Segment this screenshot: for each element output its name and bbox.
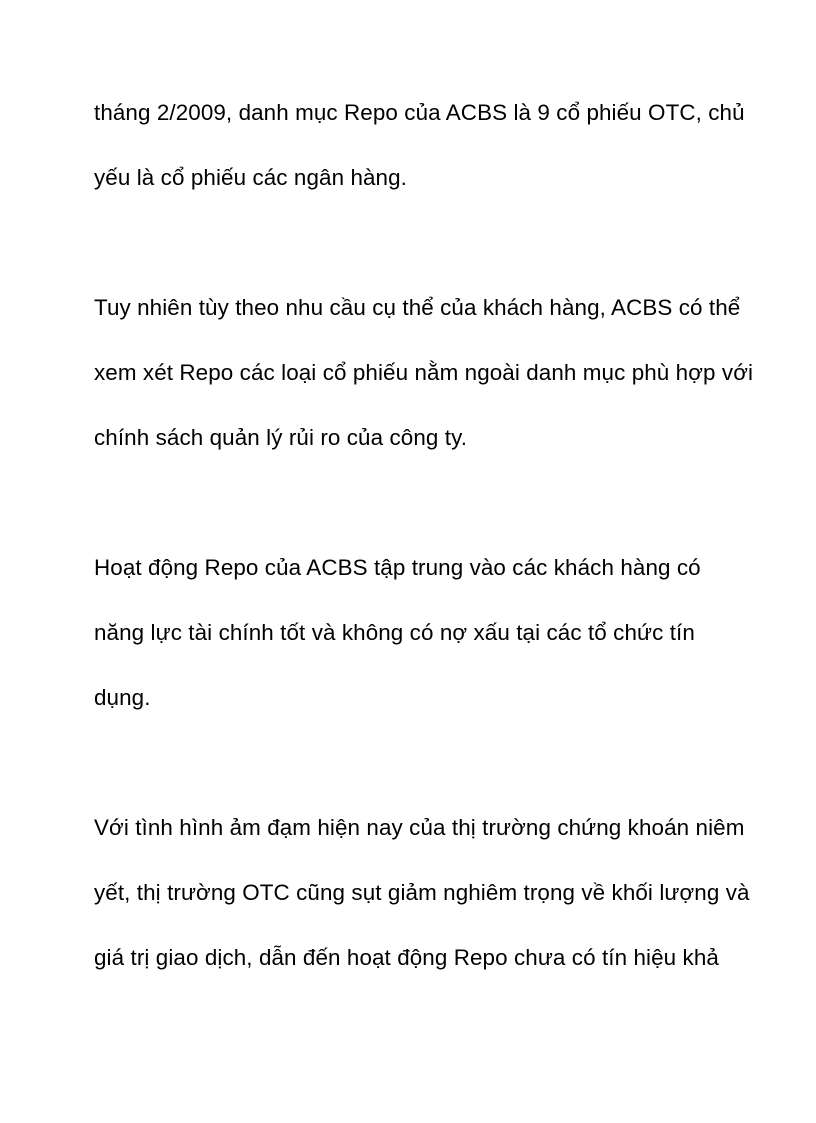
text-line: dụng. (94, 685, 151, 710)
paragraph-market-situation (94, 795, 750, 990)
paragraph-repo-portfolio (94, 80, 746, 210)
text-line: Hoạt động Repo của ACBS tập trung vào các khách hàng có (94, 555, 701, 580)
text-line: năng lực tài chính tốt và không có nợ xấu tại các tổ chức tín (94, 620, 695, 645)
paragraph-repo-exceptions (94, 275, 754, 470)
text-line: Với tình hình ảm đạm hiện nay của thị trường chứng khoán niêm (94, 815, 745, 840)
text-line: tháng 2/2009, danh mục Repo của ACBS là 9 cổ phiếu OTC, chủ (94, 100, 745, 125)
paragraph-repo-customers (94, 535, 746, 730)
text-line: giá trị giao dịch, dẫn đến hoạt động Repo chưa có tín hiệu khả (94, 945, 719, 970)
text-line: xem xét Repo các loại cổ phiếu nằm ngoài danh mục phù hợp với (94, 360, 754, 385)
text-line: Tuy nhiên tùy theo nhu cầu cụ thể của khách hàng, ACBS có thể (94, 295, 741, 320)
text-line: chính sách quản lý rủi ro của công ty. (94, 425, 468, 450)
text-line: yếu là cổ phiếu các ngân hàng. (94, 165, 407, 190)
text-line: yết, thị trường OTC cũng sụt giảm nghiêm trọng về khối lượng và (94, 880, 750, 905)
